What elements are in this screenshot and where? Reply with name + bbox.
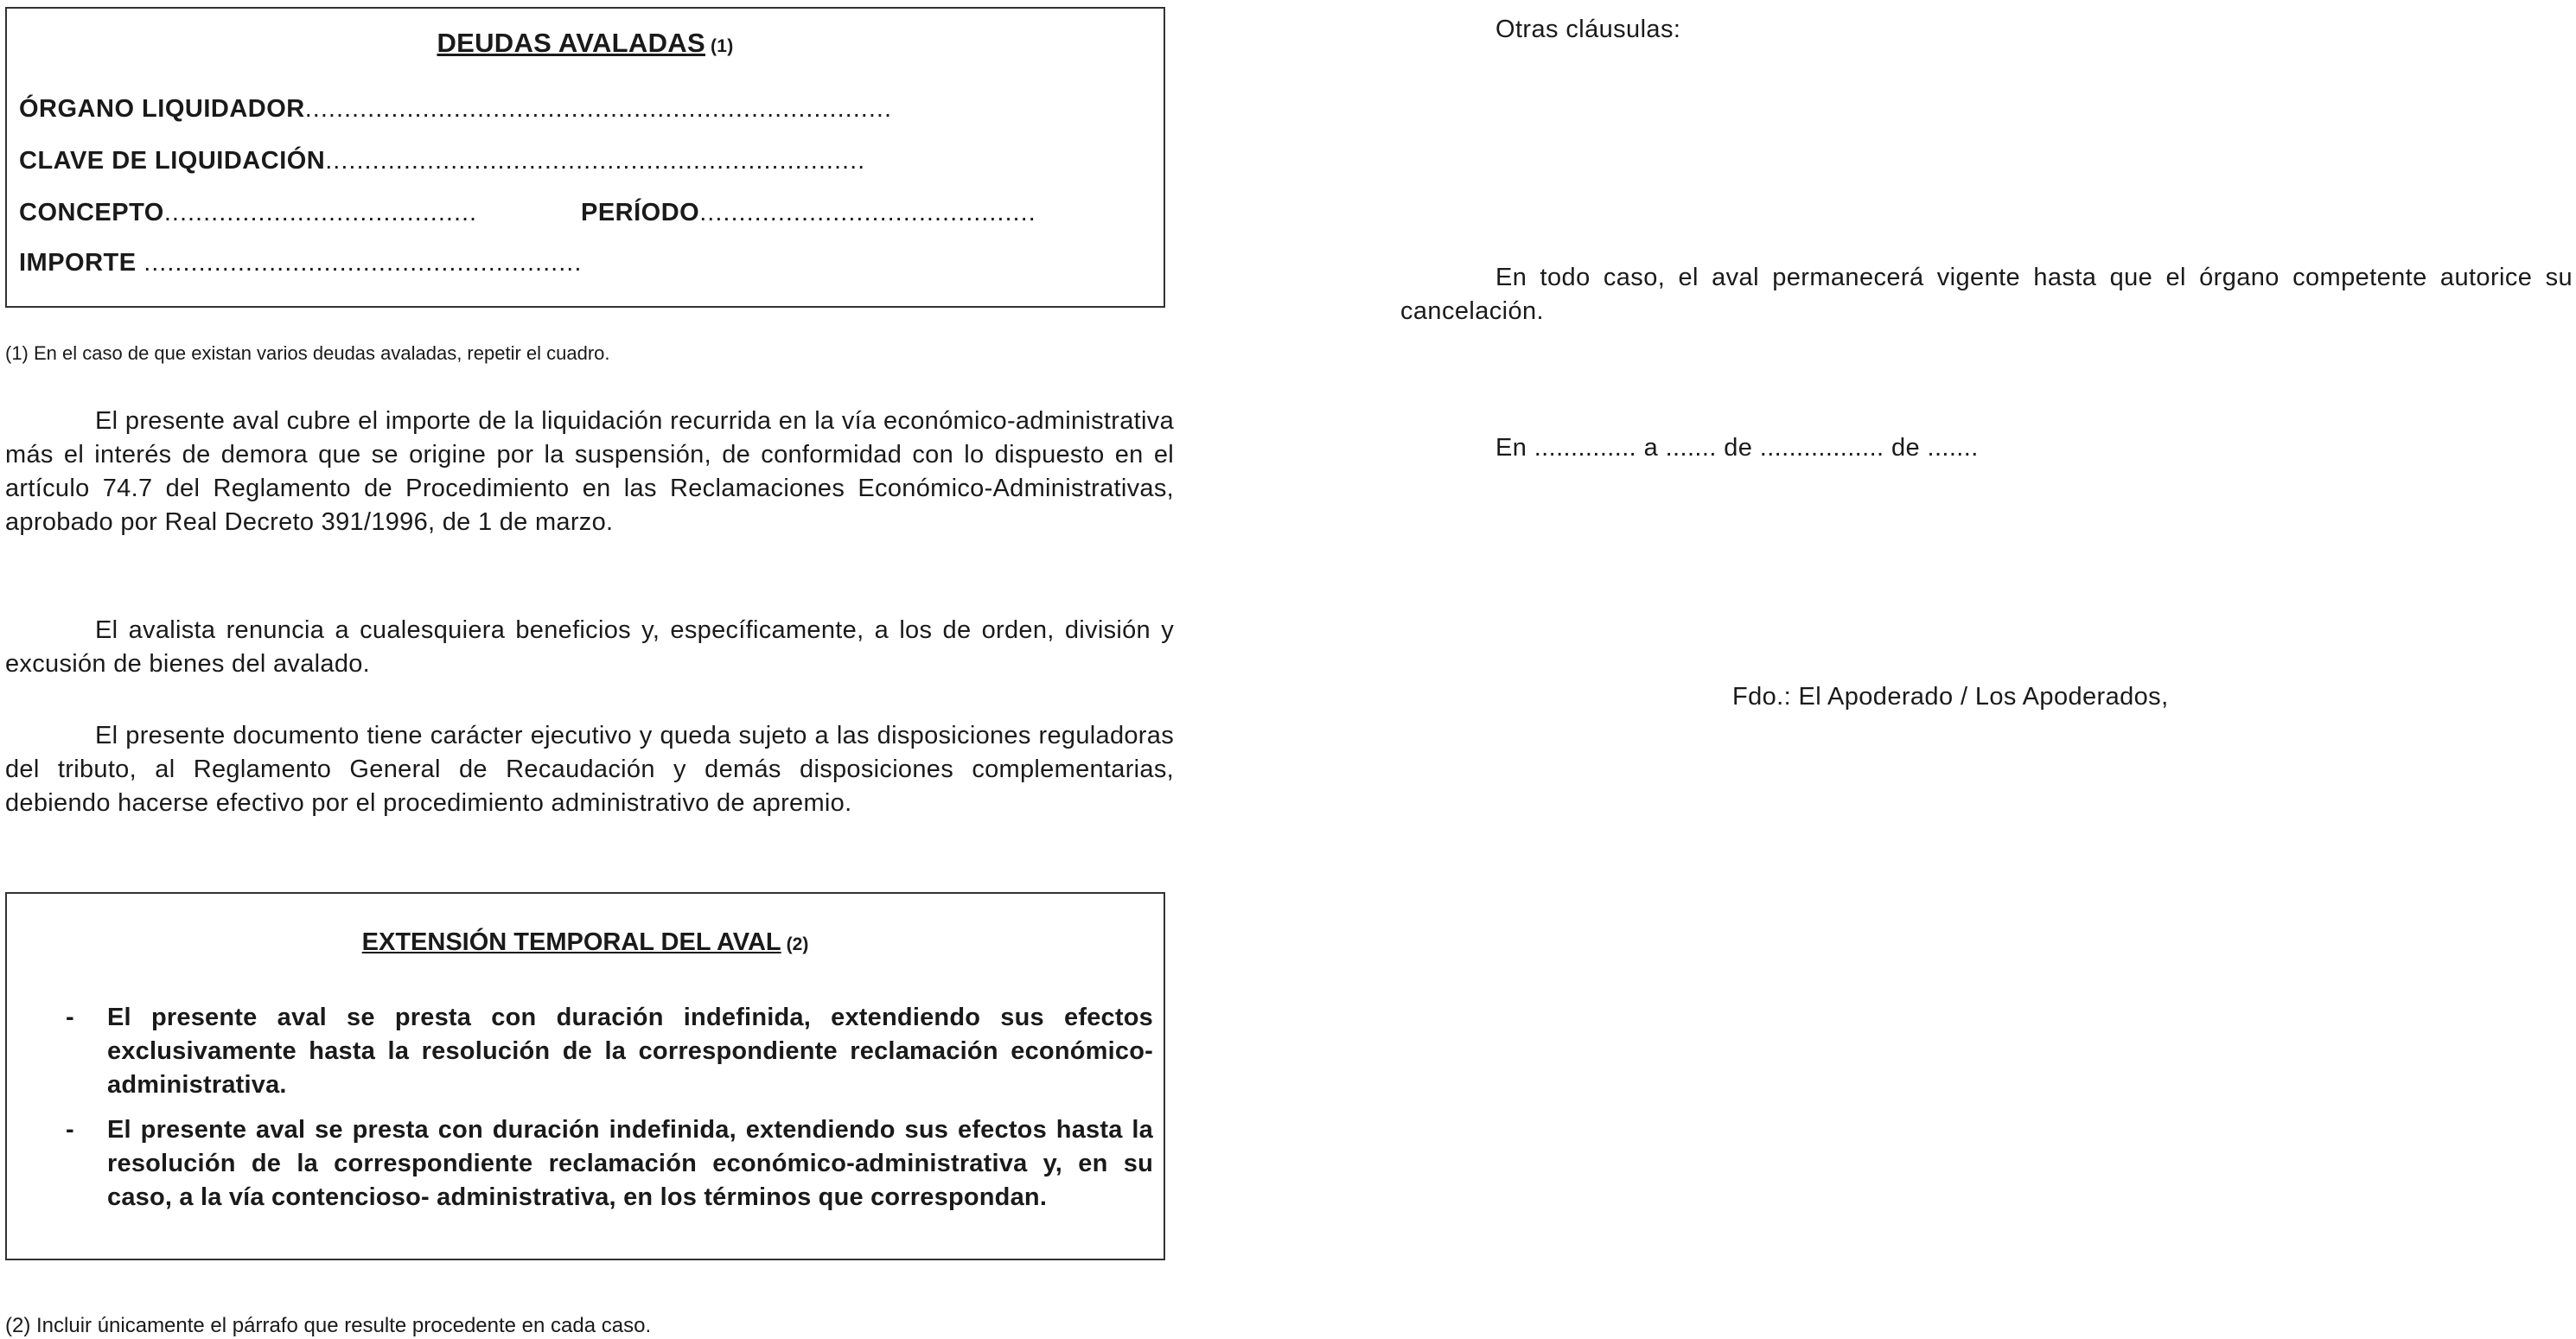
organo-liquidador-dots: ...........................................................................: [304, 95, 893, 123]
periodo-dots: ...........................................: [699, 199, 1036, 226]
otras-clausulas-label: Otras cláusulas:: [1495, 16, 1681, 43]
deudas-avaladas-heading: DEUDAS AVALADAS: [437, 28, 705, 58]
extension-option-1-text: El presente aval se presta con duración indefinida, extendiendo sus efectos exclusivamente hasta la resolución de la correspondiente reclamación económico-administrativa.: [107, 1004, 1153, 1099]
paragraph-cobertura-text: El presente aval cubre el importe de la liquidación recurrida en la vía económico-administrativa más el interés de demora que se origine por la suspensión, de conformidad con lo dispuesto en el artículo 74.7 del Reglamento de Procedimiento en las Reclamaciones Económico-Administrativas, aprobado por Real Decreto 391/1996, de 1 de marzo.: [5, 407, 1174, 536]
vigencia-text: En todo caso, el aval permanecerá vigente hasta que el órgano competente autorice su cancelación.: [1400, 264, 2573, 325]
extension-option-2: [66, 1113, 1153, 1215]
importe-field: [19, 249, 582, 277]
footnote-1: (1) En el caso de que existan varios deudas avaladas, repetir el cuadro.: [5, 342, 610, 364]
dash-marker: -: [66, 1116, 74, 1144]
importe-label: IMPORTE: [19, 249, 137, 277]
organo-liquidador-field: [19, 95, 892, 124]
clave-liquidacion-label: CLAVE DE LIQUIDACIÓN: [19, 147, 326, 175]
paragraph-caracter-ejecutivo: [5, 719, 1174, 820]
paragraph-caracter-ejecutivo-text: El presente documento tiene carácter ejecutivo y queda sujeto a las disposiciones reguladoras del tributo, al Reglamento General de Recaudación y demás disposiciones complementarias, debiendo hacerse efectivo por el procedimiento administrativo de apremio.: [5, 722, 1174, 817]
concepto-field: [19, 199, 477, 227]
paragraph-renuncia-text: El avalista renuncia a cualesquiera beneficios y, específicamente, a los de orden, división y excusión de bienes del avalado.: [5, 616, 1174, 678]
concepto-dots: ........................................: [163, 199, 478, 226]
vigencia-paragraph: [1400, 261, 2573, 328]
periodo-field: [581, 199, 1036, 227]
extension-temporal-title: [7, 928, 1164, 957]
extension-temporal-heading: EXTENSIÓN TEMPORAL DEL AVAL: [361, 928, 781, 956]
footnote-ref-1: (1): [710, 36, 734, 56]
concepto-label: CONCEPTO: [19, 199, 164, 226]
deudas-avaladas-title: [7, 28, 1164, 59]
importe-dots: ........................................................: [143, 249, 583, 277]
clave-liquidacion-dots: .....................................................................: [325, 147, 866, 175]
dash-marker: -: [66, 1004, 74, 1031]
extension-option-1: [66, 1001, 1153, 1102]
extension-temporal-box: [5, 892, 1165, 1260]
periodo-label: PERÍODO: [581, 199, 700, 226]
extension-option-2-text: El presente aval se presta con duración indefinida, extendiendo sus efectos hasta la resolución de la correspondiente reclamación económico-administrativa y, en su caso, a la vía contencioso- administrativa, en los términos que correspondan.: [107, 1116, 1153, 1211]
organo-liquidador-label: ÓRGANO LIQUIDADOR: [19, 95, 305, 123]
paragraph-cobertura: [5, 405, 1174, 539]
lugar-fecha-line: En .............. a ....... de ................. de .......: [1495, 434, 1979, 462]
deudas-avaladas-box: [5, 7, 1165, 308]
clave-liquidacion-field: [19, 147, 865, 175]
firma-line: Fdo.: El Apoderado / Los Apoderados,: [1732, 683, 2169, 711]
footnote-ref-2: (2): [786, 934, 809, 954]
paragraph-renuncia: [5, 614, 1174, 681]
footnote-2: (2) Incluir únicamente el párrafo que resulte procedente en cada caso.: [5, 1314, 652, 1337]
